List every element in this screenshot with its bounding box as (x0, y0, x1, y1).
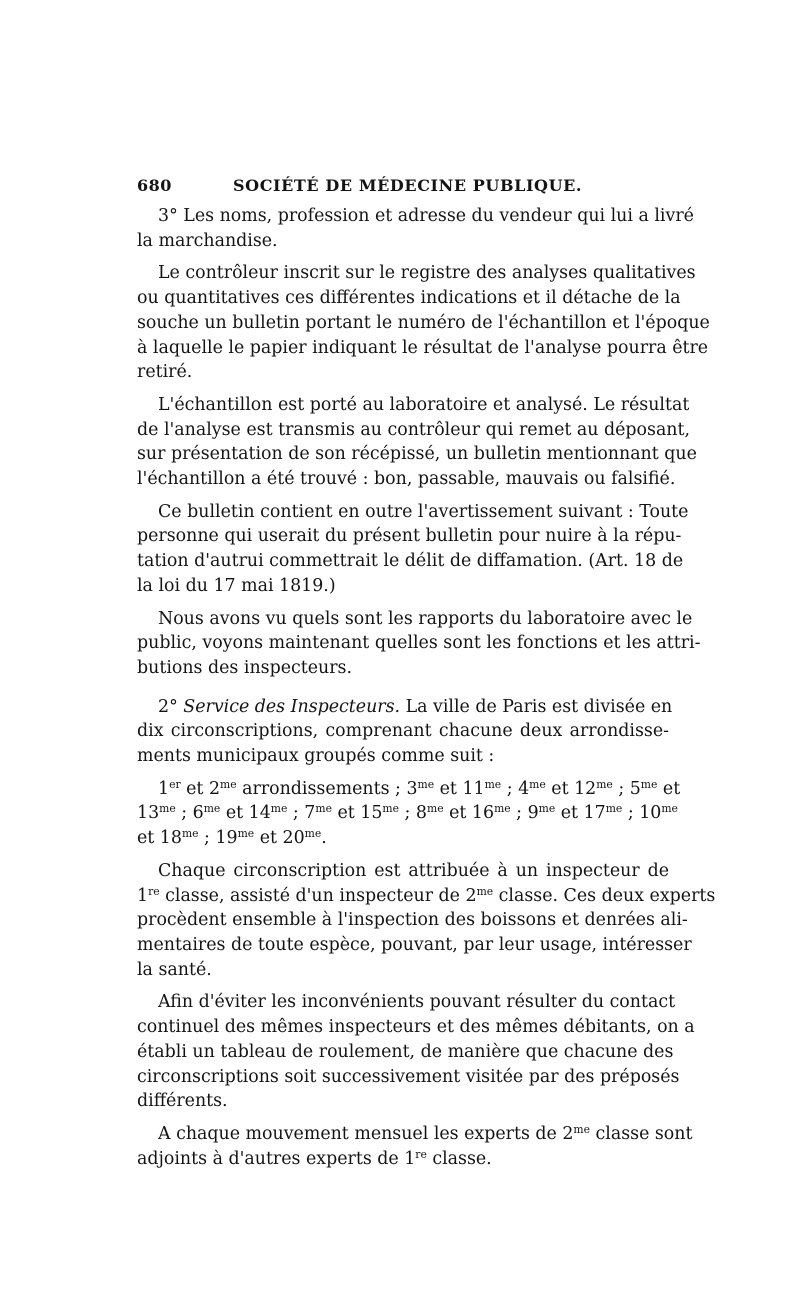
text-line: et $18^{me}$ ; $19^{me}$ et $20^{me}$. (137, 827, 327, 849)
text-line: procèdent ensemble à l'inspection des boissons et denrées ali- (137, 910, 688, 931)
running-title: SOCIÉTÉ DE MÉDECINE PUBLIQUE. (233, 176, 583, 195)
paragraph-mouvement (137, 1122, 693, 1171)
ordinal-superscript: me (661, 802, 678, 816)
text-line: Le contrôleur inscrit sur le registre des analyses qualitatives (158, 263, 696, 284)
paragraph-controleur (137, 261, 710, 385)
text-line (137, 695, 673, 720)
paragraph-bulletin (137, 500, 689, 599)
ordinal-superscript: me (640, 777, 658, 791)
text-line: souche un bulletin portant le numéro de l'échantillon et l'époque (137, 312, 710, 333)
ordinal-superscript: me (538, 802, 556, 816)
text-line: $13^{me}$ ; $6^{me}$ et $14^{me}$ ; $7^{me}$ et $15^{me}$ ; $8^{me}$ et $16^{me}$ ; $9^{me}$ et $17^{me}$ ; $10^{me}$ (137, 802, 678, 824)
ordinal-superscript: me (494, 802, 511, 816)
text-line: la santé. (137, 959, 212, 980)
text-line: personne qui userait du présent bulletin pour nuire à la répu- (137, 526, 682, 547)
text-line: 1re classe, assisté d'un inspecteur de $2^{me}$ classe. Ces deux experts (137, 884, 716, 906)
text-line: Ce bulletin contient en outre l'avertissement suivant : Toute (158, 501, 689, 522)
ordinal-superscript: me (220, 777, 237, 791)
text-line: ou quantitatives ces différentes indications et il détache de la (137, 288, 681, 309)
ordinal-superscript: me (315, 802, 332, 816)
text-line: sur présentation de son récépissé, un bulletin mentionnant que (137, 444, 697, 465)
text-line: différents. (137, 1091, 228, 1112)
text-line: L'échantillon est porté au laboratoire et analysé. Le résultat (158, 394, 690, 415)
paragraph-circonscription (137, 859, 716, 983)
ordinal-superscript: me (573, 1122, 591, 1136)
ordinal-superscript: me (304, 827, 322, 841)
text-line: Afin d'éviter les inconvénients pouvant résulter du contact (158, 992, 676, 1013)
text-line: butions des inspecteurs. (137, 657, 352, 678)
ordinal-superscript: re (415, 1147, 427, 1161)
ordinal-superscript: me (237, 827, 255, 841)
section-number: 2° (158, 696, 178, 717)
arrondissements-list (137, 777, 681, 851)
text-line: à laquelle le papier indiquant le résultat de l'analyse pourra être (137, 337, 709, 358)
text-line: 3° Les noms, profession et adresse du vendeur qui lui a livré (158, 206, 694, 226)
ordinal-superscript: me (484, 777, 502, 791)
text-line: retiré. (137, 362, 193, 383)
text-line: tation d'autrui commettrait le délit de diffamation. (Art. 18 de (137, 551, 684, 572)
ordinal-superscript: me (203, 802, 221, 816)
text-line: l'échantillon a été trouvé : bon, passable, mauvais ou falsifié. (137, 469, 676, 490)
ordinal-superscript: me (270, 802, 288, 816)
page-number: 680 (137, 176, 172, 195)
ordinal-superscript: me (417, 777, 435, 791)
text-line: 1er et $2^{me}$ arrondissements ; $3^{me}$ et $11^{me}$ ; $4^{me}$ et $12^{me}$ ; $5^{me}$ et (158, 777, 681, 799)
ordinal-superscript: me (476, 884, 494, 898)
text-line: dix circonscriptions, comprenant chacune deux arrondisse- (137, 721, 669, 742)
page-header (137, 176, 669, 202)
ordinal-superscript: me (427, 802, 444, 816)
section-intro: La ville de Paris est divisée en (405, 696, 673, 717)
text-line: continuel des mêmes inspecteurs et des mêmes débitants, on a (137, 1017, 695, 1038)
text-line: mentaires de toute espèce, pouvant, par leur usage, intéresser (137, 934, 692, 955)
ordinal-superscript: me (529, 777, 546, 791)
paragraph-item-3 (137, 204, 694, 253)
book-page (137, 176, 716, 1171)
text-line: la loi du 17 mai 1819.) (137, 575, 336, 596)
section-service-inspecteurs (137, 695, 673, 769)
text-line: circonscriptions soit successivement visitée par des préposés (137, 1066, 680, 1087)
text-line: A chaque mouvement mensuel les experts de $2^{me}$ classe sont (158, 1122, 693, 1144)
text-line: adjoints à d'autres experts de 1re classe. (137, 1147, 492, 1169)
ordinal-superscript: er (169, 777, 181, 791)
ordinal-superscript: me (382, 802, 400, 816)
text-line: la marchandise. (137, 230, 278, 251)
ordinal-superscript: me (596, 777, 613, 791)
text-line: ments municipaux groupés comme suit : (137, 746, 495, 767)
section-title: Service des Inspecteurs. (183, 696, 401, 717)
ordinal-superscript: re (148, 884, 160, 898)
text-line: public, voyons maintenant quelles sont les fonctions et les attri- (137, 633, 701, 654)
ordinal-superscript: me (605, 802, 623, 816)
paragraph-roulement (137, 990, 695, 1114)
text-line: Chaque circonscription est attribuée à un inspecteur de (158, 860, 669, 881)
ordinal-superscript: me (159, 802, 176, 816)
text-line: de l'analyse est transmis au contrôleur qui remet au déposant, (137, 419, 691, 440)
text-line: Nous avons vu quels sont les rapports du laboratoire avec le (158, 608, 693, 629)
paragraph-rapports (137, 607, 701, 681)
ordinal-superscript: me (181, 827, 199, 841)
text-line: établi un tableau de roulement, de manière que chacune des (137, 1041, 674, 1062)
paragraph-echantillon (137, 393, 697, 492)
